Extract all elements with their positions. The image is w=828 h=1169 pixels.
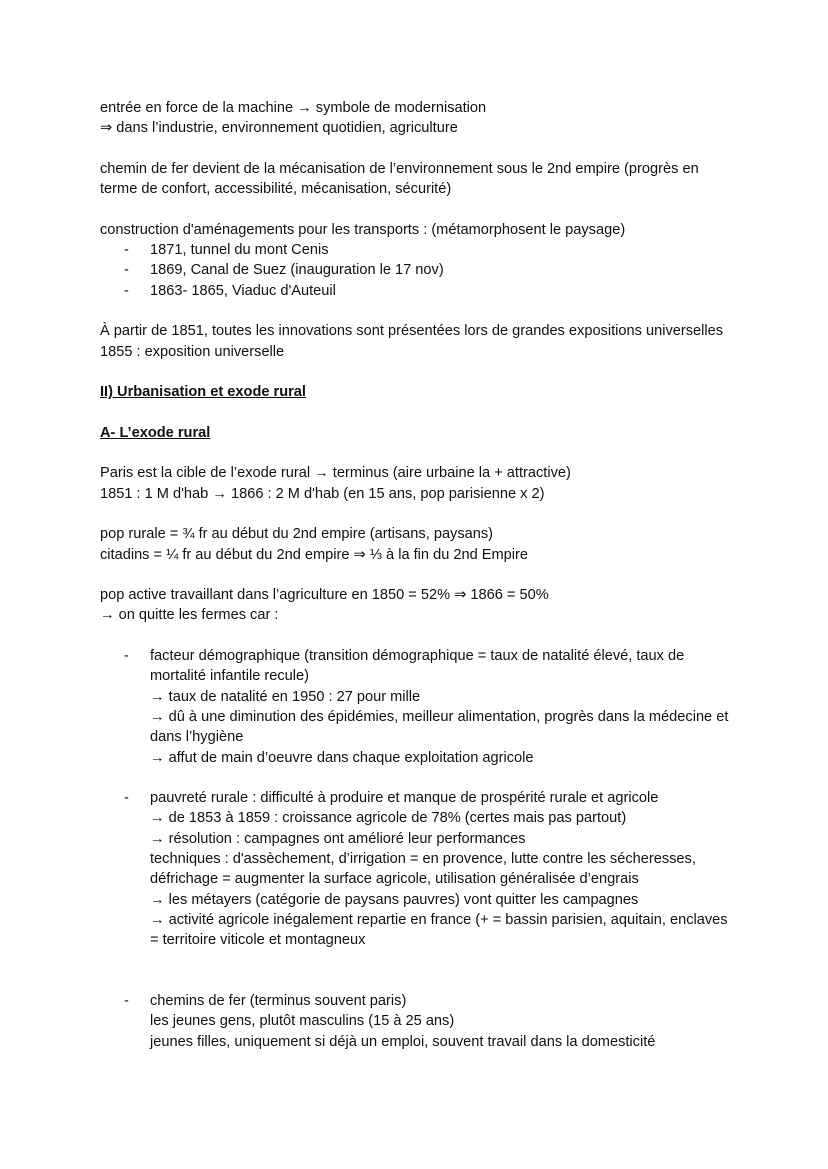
intro-line-1: entrée en force de la machine → symbole de modernisation bbox=[100, 100, 487, 116]
reason-line: → résolution : campagnes ont amélioré leur performances bbox=[150, 830, 526, 847]
reason-line: → dû à une diminution des épidémies, meilleur alimentation, progrès dans la médecine et dans l’hygiène bbox=[150, 708, 729, 746]
document-page bbox=[100, 98, 740, 1052]
list-item: - 1869, Canal de Suez (inauguration le 17 nov) bbox=[100, 260, 740, 280]
list-item: - 1871, tunnel du mont Cenis bbox=[100, 240, 740, 260]
reason-line: → les métayers (catégorie de paysans pauvres) vont quitter les campagnes bbox=[150, 891, 639, 908]
reason-demographic bbox=[100, 646, 740, 768]
section-title: II) Urbanisation et exode rural bbox=[100, 384, 306, 401]
reason-line: → taux de natalité en 1950 : 27 pour mille bbox=[150, 688, 421, 705]
reason-line: → activité agricole inégalement repartie en france (+ = bassin parisien, aquitain, enclaves = territoire viticole et montagneux bbox=[150, 911, 728, 949]
reason-railways bbox=[100, 991, 740, 1052]
reason-line: techniques : d'assèchement, d’irrigation = en provence, lutte contre les sécheresses, défrichage = augmenter la surface agricole, utilisation généralisée d’engrais bbox=[150, 850, 696, 888]
active-line-1: pop active travaillant dans l’agriculture en 1850 = 52% ⇒ 1866 = 50% bbox=[100, 587, 549, 604]
construction-list bbox=[100, 240, 740, 301]
reasons-list bbox=[100, 646, 740, 1052]
reason-line: → de 1853 à 1859 : croissance agricole de 78% (certes mais pas partout) bbox=[150, 810, 627, 827]
paris-line-1: Paris est la cible de l’exode rural → terminus (aire urbaine la + attractive) bbox=[100, 465, 571, 482]
population-line-2: citadins = ¼ fr au début du 2nd empire ⇒ ⅓ à la fin du 2nd Empire bbox=[100, 546, 529, 563]
railway-paragraph: chemin de fer devient de la mécanisation de l’environnement sous le 2nd empire (progrès en terme de confort, accessibilité, mécanisation, sécurité) bbox=[100, 160, 699, 198]
reason-line: les jeunes gens, plutôt masculins (15 à 25 ans) bbox=[150, 1013, 455, 1030]
construction-lead: construction d'aménagements pour les transports : (métamorphosent le paysage) bbox=[100, 221, 626, 238]
reason-line: - chemins de fer (terminus souvent paris) bbox=[150, 993, 407, 1010]
active-line-2: → on quitte les fermes car : bbox=[100, 607, 279, 624]
reason-line: jeunes filles, uniquement si déjà un emploi, souvent travail dans la domesticité bbox=[150, 1033, 656, 1050]
paris-line-2: 1851 : 1 M d'hab → 1866 : 2 M d'hab (en 15 ans, pop parisienne x 2) bbox=[100, 485, 545, 502]
reason-rural-poverty bbox=[100, 788, 740, 950]
reason-line: - facteur démographique (transition démographique = taux de natalité élevé, taux de mortalité infantile recule) bbox=[150, 648, 685, 685]
reason-line: → affut de main d’oeuvre dans chaque exploitation agricole bbox=[150, 749, 534, 766]
subsection-title: A- L’exode rural bbox=[100, 424, 211, 441]
population-line-1: pop rurale = ¾ fr au début du 2nd empire (artisans, paysans) bbox=[100, 526, 494, 543]
reason-line: - pauvreté rurale : difficulté à produire et manque de prospérité rurale et agricole bbox=[150, 790, 659, 807]
expositions-line-1: À partir de 1851, toutes les innovations sont présentées lors de grandes expositions universelles bbox=[100, 323, 724, 340]
intro-line-2: ⇒ dans l’industrie, environnement quotidien, agriculture bbox=[100, 120, 458, 137]
expositions-line-2: 1855 : exposition universelle bbox=[100, 343, 285, 360]
list-item: - 1863- 1865, Viaduc d'Auteuil bbox=[100, 281, 740, 301]
